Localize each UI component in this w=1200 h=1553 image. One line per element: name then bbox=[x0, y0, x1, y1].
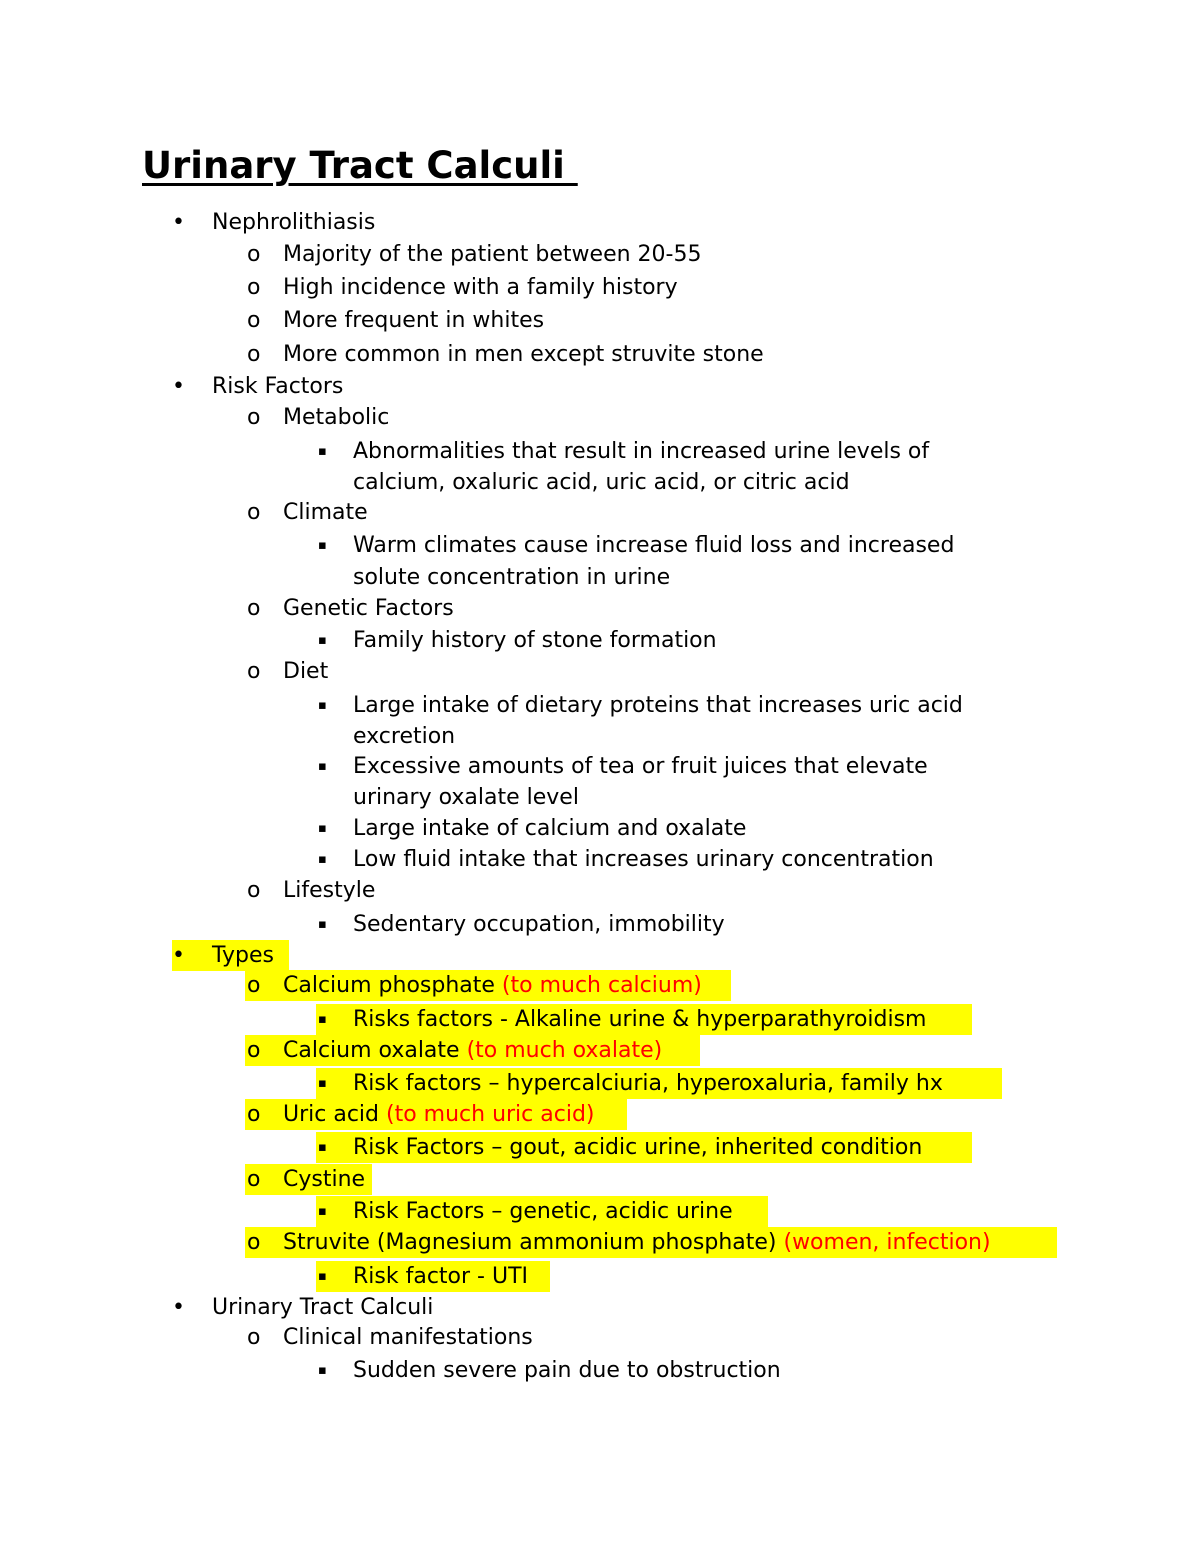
bullet-square-icon: ▪ bbox=[318, 759, 327, 774]
bullet-circle-icon: o bbox=[247, 308, 261, 333]
list-item bbox=[247, 402, 390, 433]
list-item bbox=[318, 436, 930, 467]
item-note: (to much oxalate) bbox=[466, 1038, 663, 1063]
item-text: Risk factors – hypercalciuria, hyperoxaluria, family hx bbox=[353, 1071, 943, 1096]
list-item bbox=[318, 530, 955, 561]
bullet-circle-icon: o bbox=[247, 659, 261, 684]
bullet-circle-icon: o bbox=[247, 1038, 261, 1063]
bullet-circle-icon: o bbox=[247, 405, 261, 430]
list-item bbox=[247, 497, 368, 528]
item-text: Large intake of dietary proteins that increases uric acid bbox=[353, 693, 963, 718]
item-text: Risks factors - Alkaline urine & hyperparathyroidism bbox=[353, 1007, 927, 1032]
item-text: Majority of the patient between 20-55 bbox=[283, 242, 702, 267]
item-note: (to much calcium) bbox=[501, 973, 702, 998]
bullet-circle-icon: o bbox=[247, 973, 261, 998]
bullet-square-icon: ▪ bbox=[318, 1269, 327, 1284]
bullet-dot-icon: • bbox=[172, 1295, 185, 1320]
bullet-square-icon: ▪ bbox=[318, 1140, 327, 1155]
bullet-square-icon: ▪ bbox=[318, 1363, 327, 1378]
item-text: Sedentary occupation, immobility bbox=[353, 912, 725, 937]
list-item-continuation bbox=[353, 721, 455, 752]
list-item bbox=[247, 305, 545, 336]
list-item bbox=[318, 1132, 923, 1163]
item-text: urinary oxalate level bbox=[353, 785, 579, 810]
item-text: calcium, oxaluric acid, uric acid, or citric acid bbox=[353, 470, 850, 495]
item-text: High incidence with a family history bbox=[283, 275, 678, 300]
bullet-square-icon: ▪ bbox=[318, 698, 327, 713]
list-item bbox=[247, 1227, 991, 1258]
bullet-circle-icon: o bbox=[247, 1325, 261, 1350]
item-text: Large intake of calcium and oxalate bbox=[353, 816, 747, 841]
item-note: (women, infection) bbox=[783, 1230, 991, 1255]
item-text: Struvite (Magnesium ammonium phosphate) bbox=[283, 1230, 784, 1255]
list-item bbox=[318, 1261, 529, 1292]
list-item bbox=[318, 1068, 943, 1099]
item-text: Types bbox=[212, 943, 274, 968]
item-text: Risk factor - UTI bbox=[353, 1264, 529, 1289]
item-text: Calcium phosphate bbox=[283, 973, 502, 998]
bullet-square-icon: ▪ bbox=[318, 1012, 327, 1027]
bullet-circle-icon: o bbox=[247, 500, 261, 525]
item-text: Nephrolithiasis bbox=[212, 210, 376, 235]
bullet-square-icon: ▪ bbox=[318, 538, 327, 553]
list-item-risk-factors bbox=[172, 371, 344, 402]
bullet-dot-icon: • bbox=[172, 943, 185, 968]
list-item bbox=[318, 1196, 733, 1227]
list-item bbox=[247, 1322, 533, 1353]
list-item bbox=[318, 813, 747, 844]
list-item bbox=[318, 844, 934, 875]
bullet-square-icon: ▪ bbox=[318, 633, 327, 648]
list-item-urinary-tract-calculi bbox=[172, 1292, 434, 1323]
list-item-nephrolithiasis bbox=[172, 207, 376, 238]
item-text: Warm climates cause increase fluid loss and increased bbox=[353, 533, 955, 558]
bullet-square-icon: ▪ bbox=[318, 821, 327, 836]
list-item bbox=[247, 970, 702, 1001]
item-text: Risk Factors – genetic, acidic urine bbox=[353, 1199, 733, 1224]
list-item bbox=[318, 690, 963, 721]
bullet-square-icon: ▪ bbox=[318, 444, 327, 459]
item-text: Cystine bbox=[283, 1167, 366, 1192]
list-item bbox=[247, 1099, 595, 1130]
list-item-types bbox=[172, 940, 274, 971]
bullet-circle-icon: o bbox=[247, 1230, 261, 1255]
item-text: Climate bbox=[283, 500, 368, 525]
item-text: More common in men except struvite stone bbox=[283, 342, 764, 367]
item-note: (to much uric acid) bbox=[386, 1102, 595, 1127]
bullet-circle-icon: o bbox=[247, 242, 261, 267]
bullet-circle-icon: o bbox=[247, 596, 261, 621]
bullet-circle-icon: o bbox=[247, 878, 261, 903]
list-item bbox=[247, 239, 702, 270]
item-text: Low fluid intake that increases urinary concentration bbox=[353, 847, 934, 872]
item-text: Genetic Factors bbox=[283, 596, 454, 621]
list-item bbox=[247, 593, 454, 624]
item-text: Risk Factors bbox=[212, 374, 344, 399]
list-item-continuation bbox=[353, 467, 850, 498]
bullet-circle-icon: o bbox=[247, 342, 261, 367]
list-item bbox=[247, 272, 678, 303]
bullet-dot-icon: • bbox=[172, 374, 185, 399]
list-item bbox=[318, 1355, 781, 1386]
item-text: More frequent in whites bbox=[283, 308, 545, 333]
bullet-circle-icon: o bbox=[247, 1102, 261, 1127]
item-text: Calcium oxalate bbox=[283, 1038, 467, 1063]
item-text: Lifestyle bbox=[283, 878, 376, 903]
list-item bbox=[247, 339, 764, 370]
list-item-continuation bbox=[353, 782, 579, 813]
list-item bbox=[318, 909, 725, 940]
bullet-square-icon: ▪ bbox=[318, 917, 327, 932]
page-title: Urinary Tract Calculi bbox=[142, 144, 578, 187]
item-text: Clinical manifestations bbox=[283, 1325, 533, 1350]
bullet-square-icon: ▪ bbox=[318, 1204, 327, 1219]
list-item bbox=[247, 1035, 663, 1066]
item-text: Risk Factors – gout, acidic urine, inherited condition bbox=[353, 1135, 923, 1160]
list-item bbox=[247, 875, 376, 906]
list-item bbox=[247, 1164, 366, 1195]
item-text: Uric acid bbox=[283, 1102, 386, 1127]
list-item-continuation bbox=[353, 562, 670, 593]
list-item bbox=[247, 656, 329, 687]
list-item bbox=[318, 1004, 927, 1035]
bullet-circle-icon: o bbox=[247, 1167, 261, 1192]
item-text: Abnormalities that result in increased urine levels of bbox=[353, 439, 930, 464]
bullet-square-icon: ▪ bbox=[318, 1076, 327, 1091]
list-item bbox=[318, 625, 717, 656]
item-text: Metabolic bbox=[283, 405, 390, 430]
item-text: Sudden severe pain due to obstruction bbox=[353, 1358, 781, 1383]
item-text: Family history of stone formation bbox=[353, 628, 717, 653]
item-text: Excessive amounts of tea or fruit juices that elevate bbox=[353, 754, 928, 779]
item-text: excretion bbox=[353, 724, 456, 749]
item-text: Diet bbox=[283, 659, 329, 684]
item-text: solute concentration in urine bbox=[353, 565, 671, 590]
list-item bbox=[318, 751, 928, 782]
bullet-circle-icon: o bbox=[247, 275, 261, 300]
item-text: Urinary Tract Calculi bbox=[212, 1295, 434, 1320]
bullet-square-icon: ▪ bbox=[318, 852, 327, 867]
bullet-dot-icon: • bbox=[172, 210, 185, 235]
